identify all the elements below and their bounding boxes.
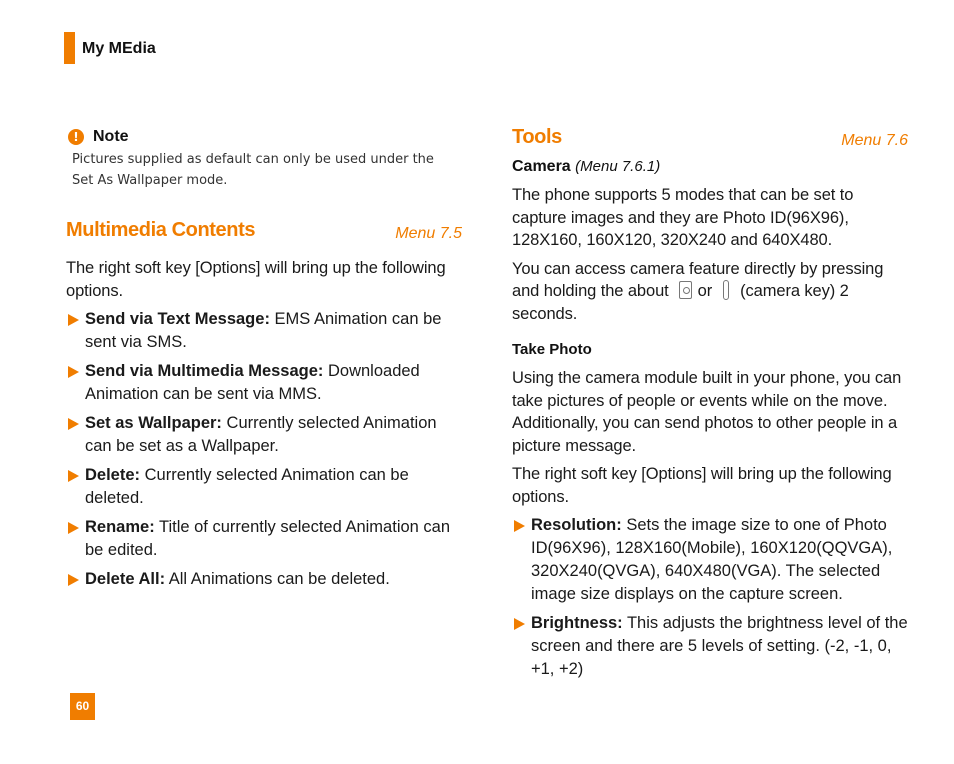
- option-description: This adjusts the brightness level of the screen and there are 5 levels of setting. (-2, -1, 0, +1, +2): [531, 614, 908, 678]
- option-label: Delete All:: [85, 570, 166, 588]
- bullet-arrow-icon: [68, 418, 79, 430]
- list-item: [66, 360, 462, 406]
- page-number: 60: [70, 693, 95, 720]
- note-header: [66, 126, 462, 148]
- list-item: [66, 568, 462, 591]
- tools-section-header: [512, 126, 908, 156]
- page-header-title: My MEdia: [82, 40, 156, 57]
- option-label: Rename:: [85, 518, 155, 536]
- bullet-arrow-icon: [68, 522, 79, 534]
- header-accent-bar: [64, 32, 75, 64]
- bullet-arrow-icon: [68, 314, 79, 326]
- bullet-arrow-icon: [514, 618, 525, 630]
- camera-menu-number: (Menu 7.6.1): [575, 158, 661, 175]
- bullet-arrow-icon: [514, 520, 525, 532]
- side-key-icon: [723, 280, 729, 300]
- option-description: Currently selected Animation can be deleted.: [85, 466, 409, 507]
- bullet-arrow-icon: [68, 366, 79, 378]
- option-label: Delete:: [85, 466, 141, 484]
- list-item: [66, 308, 462, 354]
- multimedia-options-list: [66, 308, 462, 591]
- option-description: Downloaded Animation can be sent via MMS.: [85, 362, 420, 403]
- option-label: Resolution:: [531, 516, 622, 534]
- option-label: Send via Text Message:: [85, 310, 270, 328]
- camera-access-paragraph: [512, 258, 908, 326]
- camera-modes-paragraph: The phone supports 5 modes that can be set to capture images and they are Photo ID(96X96), 128X160, 160X120, 320X240 and 640X480.: [512, 186, 854, 249]
- option-description: Sets the image size to one of Photo ID(96X96), 128X160(Mobile), 160X120(QQVGA), 320X240(QVGA), 640X480(VGA). The selected image size displays on the capture screen.: [531, 516, 893, 603]
- option-label: Send via Multimedia Message:: [85, 362, 324, 380]
- camera-title: Camera: [512, 158, 571, 175]
- option-description: EMS Animation can be sent via SMS.: [85, 310, 442, 351]
- option-description: Currently selected Animation can be set as a Wallpaper.: [85, 414, 437, 455]
- list-item: [66, 516, 462, 562]
- tools-options-intro: The right soft key [Options] will bring up the following options.: [512, 465, 892, 506]
- note-title: Note: [93, 128, 129, 145]
- option-label: Set as Wallpaper:: [85, 414, 222, 432]
- camera-access-text: You can access camera feature directly by pressing and holding the about: [512, 259, 884, 300]
- bullet-arrow-icon: [68, 470, 79, 482]
- note-text: Pictures supplied as default can only be used under the Set As Wallpaper mode.: [72, 152, 434, 188]
- list-item: [66, 412, 462, 458]
- camera-access-or: or: [697, 282, 713, 300]
- take-photo-paragraph: Using the camera module built in your phone, you can take pictures of people or events while on the move. Additionally, you can send photos to other people in a picture message.: [512, 369, 902, 455]
- option-description: All Animations can be deleted.: [165, 570, 390, 588]
- exclamation-icon: !: [68, 129, 84, 145]
- list-item: [512, 612, 908, 681]
- tools-menu-number: Menu 7.6: [841, 132, 908, 149]
- right-column: [512, 126, 908, 681]
- take-photo-heading: Take Photo: [512, 341, 592, 358]
- bullet-arrow-icon: [68, 574, 79, 586]
- multimedia-intro: The right soft key [Options] will bring up the following options.: [66, 259, 446, 300]
- list-item: [66, 464, 462, 510]
- multimedia-section-header: [66, 219, 462, 249]
- camera-access-text-end: (camera key) 2 seconds.: [512, 282, 849, 323]
- camera-icon: [679, 281, 692, 299]
- list-item: [512, 514, 908, 606]
- multimedia-menu-number: Menu 7.5: [395, 225, 462, 242]
- camera-options-list: [512, 514, 908, 681]
- option-description: Title of currently selected Animation can be edited.: [85, 518, 451, 559]
- left-column: [66, 126, 462, 591]
- option-label: Brightness:: [531, 614, 623, 632]
- camera-heading: [512, 158, 908, 176]
- multimedia-section-title: Multimedia Contents: [66, 219, 256, 241]
- tools-section-title: Tools: [512, 126, 562, 148]
